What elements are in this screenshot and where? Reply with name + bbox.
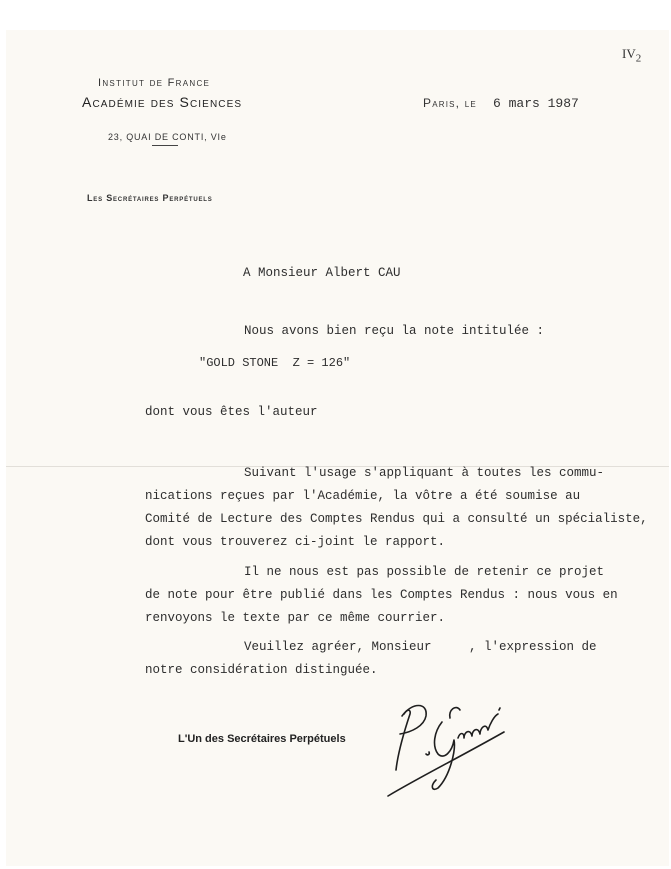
page-marker-main: IV: [622, 46, 636, 61]
signatory-title: L'Un des Secrétaires Perpétuels: [178, 733, 346, 745]
letterhead-rule: [152, 145, 178, 146]
letter-date: 6 mars 1987: [493, 96, 579, 111]
recipient-line: A Monsieur Albert CAU: [243, 266, 401, 280]
closing-line: notre considération distinguée.: [145, 663, 378, 677]
paragraph1-line: Suivant l'usage s'appliquant à toutes les commu-: [244, 466, 605, 480]
place-label: Paris, le: [423, 96, 477, 110]
academy-name: Académie des Sciences: [82, 94, 243, 110]
paragraph2-line: de note pour être publié dans les Comptes Rendus : nous vous en: [145, 588, 618, 602]
page-marker-sub: 2: [635, 52, 642, 65]
receipt-line: Nous avons bien reçu la note intitulée :: [244, 324, 545, 338]
paragraph2-line: renvoyons le texte par ce même courrier.: [145, 611, 446, 625]
closing-line: Veuillez agréer, Monsieur , l'expression de: [244, 640, 597, 654]
note-title: "GOLD STONE Z = 126": [199, 356, 351, 370]
page-marker: [622, 46, 641, 65]
academy-address: 23, QUAI DE CONTI, VIe: [108, 132, 227, 142]
department-name: Les Secrétaires Perpétuels: [87, 193, 213, 203]
paragraph1-line: nications reçues par l'Académie, la vôtre a été soumise au: [145, 489, 581, 503]
handwritten-signature: [378, 692, 508, 804]
institute-name: Institut de France: [98, 77, 211, 89]
paragraph2-line: Il ne nous est pas possible de retenir ce projet: [244, 565, 605, 579]
paragraph1-line: dont vous trouverez ci-joint le rapport.: [145, 535, 446, 549]
author-line: dont vous êtes l'auteur: [145, 405, 318, 419]
paragraph1-line: Comité de Lecture des Comptes Rendus qui a consulté un spécialiste,: [145, 512, 648, 526]
